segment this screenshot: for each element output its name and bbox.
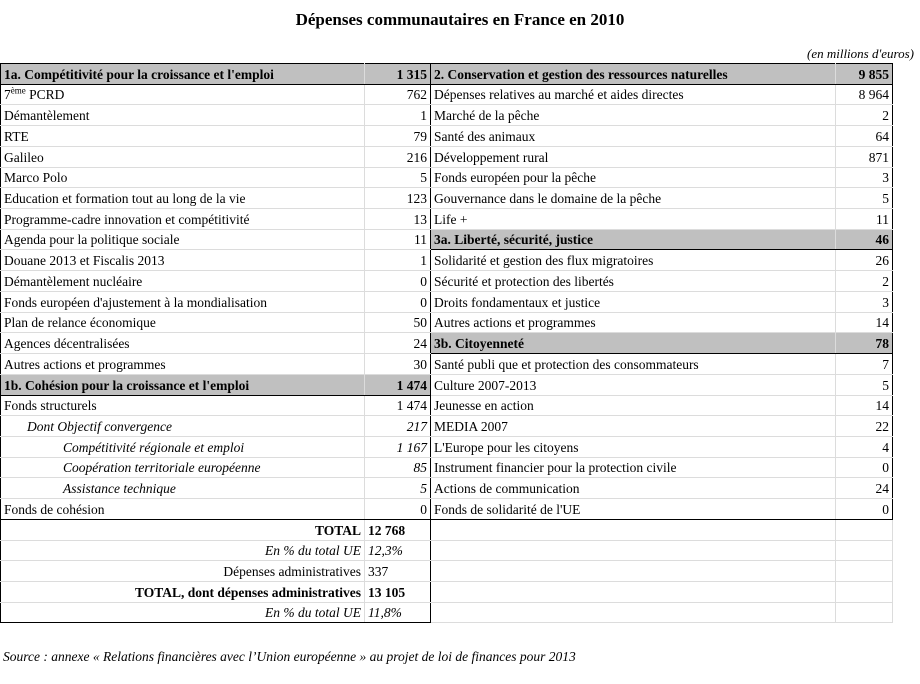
table-row xyxy=(1,84,893,105)
pct-total-label: En % du total UE xyxy=(1,540,365,561)
table-row xyxy=(1,271,893,292)
row-label: Démantèlement nucléaire xyxy=(1,271,365,292)
row-value: 22 xyxy=(836,416,893,437)
section-3b-value: 78 xyxy=(836,333,893,354)
section-3a-label: 3a. Liberté, sécurité, justice xyxy=(431,229,836,250)
page-title: Dépenses communautaires en France en 2010 xyxy=(295,10,625,29)
table-row xyxy=(1,146,893,167)
row-value: 7 xyxy=(836,354,893,375)
row-value: 13 xyxy=(365,209,431,230)
row-label: Fonds européen pour la pêche xyxy=(431,167,836,188)
empty-cell xyxy=(431,540,836,561)
row-value: 79 xyxy=(365,126,431,147)
table-row xyxy=(1,416,893,437)
row-label: Assistance technique xyxy=(1,478,365,499)
table-row xyxy=(1,105,893,126)
row-value: 26 xyxy=(836,250,893,271)
section-2-label: 2. Conservation et gestion des ressources naturelles xyxy=(431,64,836,85)
empty-cell xyxy=(836,602,893,623)
table-row xyxy=(1,436,893,457)
row-label: Fonds structurels xyxy=(1,395,365,416)
row-value: 8 964 xyxy=(836,84,893,105)
row-value: 0 xyxy=(365,271,431,292)
section-2-value: 9 855 xyxy=(836,64,893,85)
row-value: 2 xyxy=(836,105,893,126)
section-3a-value: 46 xyxy=(836,229,893,250)
row-label: Dépenses relatives au marché et aides directes xyxy=(431,84,836,105)
row-value: 0 xyxy=(365,499,431,520)
table-row xyxy=(1,354,893,375)
table-row xyxy=(1,478,893,499)
row-label: Douane 2013 et Fiscalis 2013 xyxy=(1,250,365,271)
row-value: 11 xyxy=(365,229,431,250)
row-value: 5 xyxy=(836,188,893,209)
row-label: Santé des animaux xyxy=(431,126,836,147)
row-label: Droits fondamentaux et justice xyxy=(431,291,836,312)
row-label: Fonds européen d'ajustement à la mondialisation xyxy=(1,291,365,312)
row-label: Life + xyxy=(431,209,836,230)
row-label: Sécurité et protection des libertés xyxy=(431,271,836,292)
table-row xyxy=(1,167,893,188)
row-label: Programme-cadre innovation et compétitivité xyxy=(1,209,365,230)
source-note: Source : annexe « Relations financières avec l’Union européenne » au projet de loi de finances pour 2013 xyxy=(3,649,576,664)
table-row xyxy=(1,333,893,354)
row-label: Actions de communication xyxy=(431,478,836,499)
empty-cell xyxy=(836,581,893,602)
table-row xyxy=(1,602,893,623)
row-value: 50 xyxy=(365,312,431,333)
row-value: 123 xyxy=(365,188,431,209)
section-1b-value: 1 474 xyxy=(365,374,431,395)
row-label: MEDIA 2007 xyxy=(431,416,836,437)
row-value: 24 xyxy=(836,478,893,499)
row-label: Agences décentralisées xyxy=(1,333,365,354)
row-value: 871 xyxy=(836,146,893,167)
section-3b-label: 3b. Citoyenneté xyxy=(431,333,836,354)
row-value: 14 xyxy=(836,395,893,416)
row-value: 5 xyxy=(365,167,431,188)
total-admin-label: TOTAL, dont dépenses administratives xyxy=(1,581,365,602)
row-label: Fonds de solidarité de l'UE xyxy=(431,499,836,520)
empty-cell xyxy=(431,602,836,623)
pcrd-prefix: 7 xyxy=(4,87,11,103)
row-label: Marché de la pêche xyxy=(431,105,836,126)
pct-total-admin-value: 11,8% xyxy=(365,602,431,623)
row-label: Compétitivité régionale et emploi xyxy=(1,436,365,457)
row-value: 4 xyxy=(836,436,893,457)
admin-label: Dépenses administratives xyxy=(1,561,365,582)
table-row xyxy=(1,395,893,416)
empty-cell xyxy=(431,581,836,602)
pcrd-superscript: ème xyxy=(10,85,26,96)
row-label: Gouvernance dans le domaine de la pêche xyxy=(431,188,836,209)
row-label: Coopération territoriale européenne xyxy=(1,457,365,478)
empty-cell xyxy=(836,540,893,561)
total-label: TOTAL xyxy=(1,519,365,540)
total-admin-value: 13 105 xyxy=(365,581,431,602)
table-row xyxy=(1,250,893,271)
table-row xyxy=(1,291,893,312)
row-value: 1 xyxy=(365,105,431,126)
table-row xyxy=(1,374,893,395)
row-value: 14 xyxy=(836,312,893,333)
row-value: 3 xyxy=(836,167,893,188)
row-value: 64 xyxy=(836,126,893,147)
row-value: 24 xyxy=(365,333,431,354)
row-value: 2 xyxy=(836,271,893,292)
table-row xyxy=(1,581,893,602)
row-value: 1 xyxy=(365,250,431,271)
row-value: 1 167 xyxy=(365,436,431,457)
row-label: Solidarité et gestion des flux migratoires xyxy=(431,250,836,271)
row-value: 216 xyxy=(365,146,431,167)
section-1a-label: 1a. Compétitivité pour la croissance et l'emploi xyxy=(1,64,365,85)
table-row xyxy=(1,126,893,147)
empty-cell xyxy=(836,561,893,582)
table-row xyxy=(1,519,893,540)
row-label: Plan de relance économique xyxy=(1,312,365,333)
table-row xyxy=(1,561,893,582)
row-value: 85 xyxy=(365,457,431,478)
row-value: 30 xyxy=(365,354,431,375)
pct-total-admin-label: En % du total UE xyxy=(1,602,365,623)
table-row xyxy=(1,312,893,333)
row-value: 5 xyxy=(365,478,431,499)
row-label: Démantèlement xyxy=(1,105,365,126)
row-value: 3 xyxy=(836,291,893,312)
row-label: Autres actions et programmes xyxy=(431,312,836,333)
row-label: Galileo xyxy=(1,146,365,167)
empty-cell xyxy=(431,561,836,582)
unit-note: (en millions d'euros) xyxy=(806,46,914,61)
row-value: 1 474 xyxy=(365,395,431,416)
row-label: Dont Objectif convergence xyxy=(1,416,365,437)
row-label: Marco Polo xyxy=(1,167,365,188)
row-label: Développement rural xyxy=(431,146,836,167)
row-label: L'Europe pour les citoyens xyxy=(431,436,836,457)
row-label: Fonds de cohésion xyxy=(1,499,365,520)
row-label: RTE xyxy=(1,126,365,147)
expenses-table xyxy=(0,63,893,623)
total-value: 12 768 xyxy=(365,519,431,540)
row-label: Santé publi que et protection des consommateurs xyxy=(431,354,836,375)
pct-total-value: 12,3% xyxy=(365,540,431,561)
row-value: 5 xyxy=(836,374,893,395)
table-row xyxy=(1,499,893,520)
row-value: 0 xyxy=(836,457,893,478)
pcrd-value: 762 xyxy=(365,84,431,105)
table-row xyxy=(1,188,893,209)
table-row xyxy=(1,64,893,85)
empty-cell xyxy=(431,519,836,540)
table-row xyxy=(1,540,893,561)
row-value: 217 xyxy=(365,416,431,437)
pcrd-label xyxy=(1,84,365,105)
row-label: Culture 2007-2013 xyxy=(431,374,836,395)
empty-cell xyxy=(836,519,893,540)
section-1b-label: 1b. Cohésion pour la croissance et l'emploi xyxy=(1,374,365,395)
table-row xyxy=(1,209,893,230)
row-label: Jeunesse en action xyxy=(431,395,836,416)
table-row xyxy=(1,229,893,250)
row-value: 0 xyxy=(365,291,431,312)
row-label: Autres actions et programmes xyxy=(1,354,365,375)
row-label: Agenda pour la politique sociale xyxy=(1,229,365,250)
section-1a-value: 1 315 xyxy=(365,64,431,85)
row-value: 11 xyxy=(836,209,893,230)
table-row xyxy=(1,457,893,478)
row-label: Instrument financier pour la protection civile xyxy=(431,457,836,478)
row-value: 0 xyxy=(836,499,893,520)
pcrd-text: PCRD xyxy=(25,87,65,103)
admin-value: 337 xyxy=(365,561,431,582)
row-label: Education et formation tout au long de la vie xyxy=(1,188,365,209)
